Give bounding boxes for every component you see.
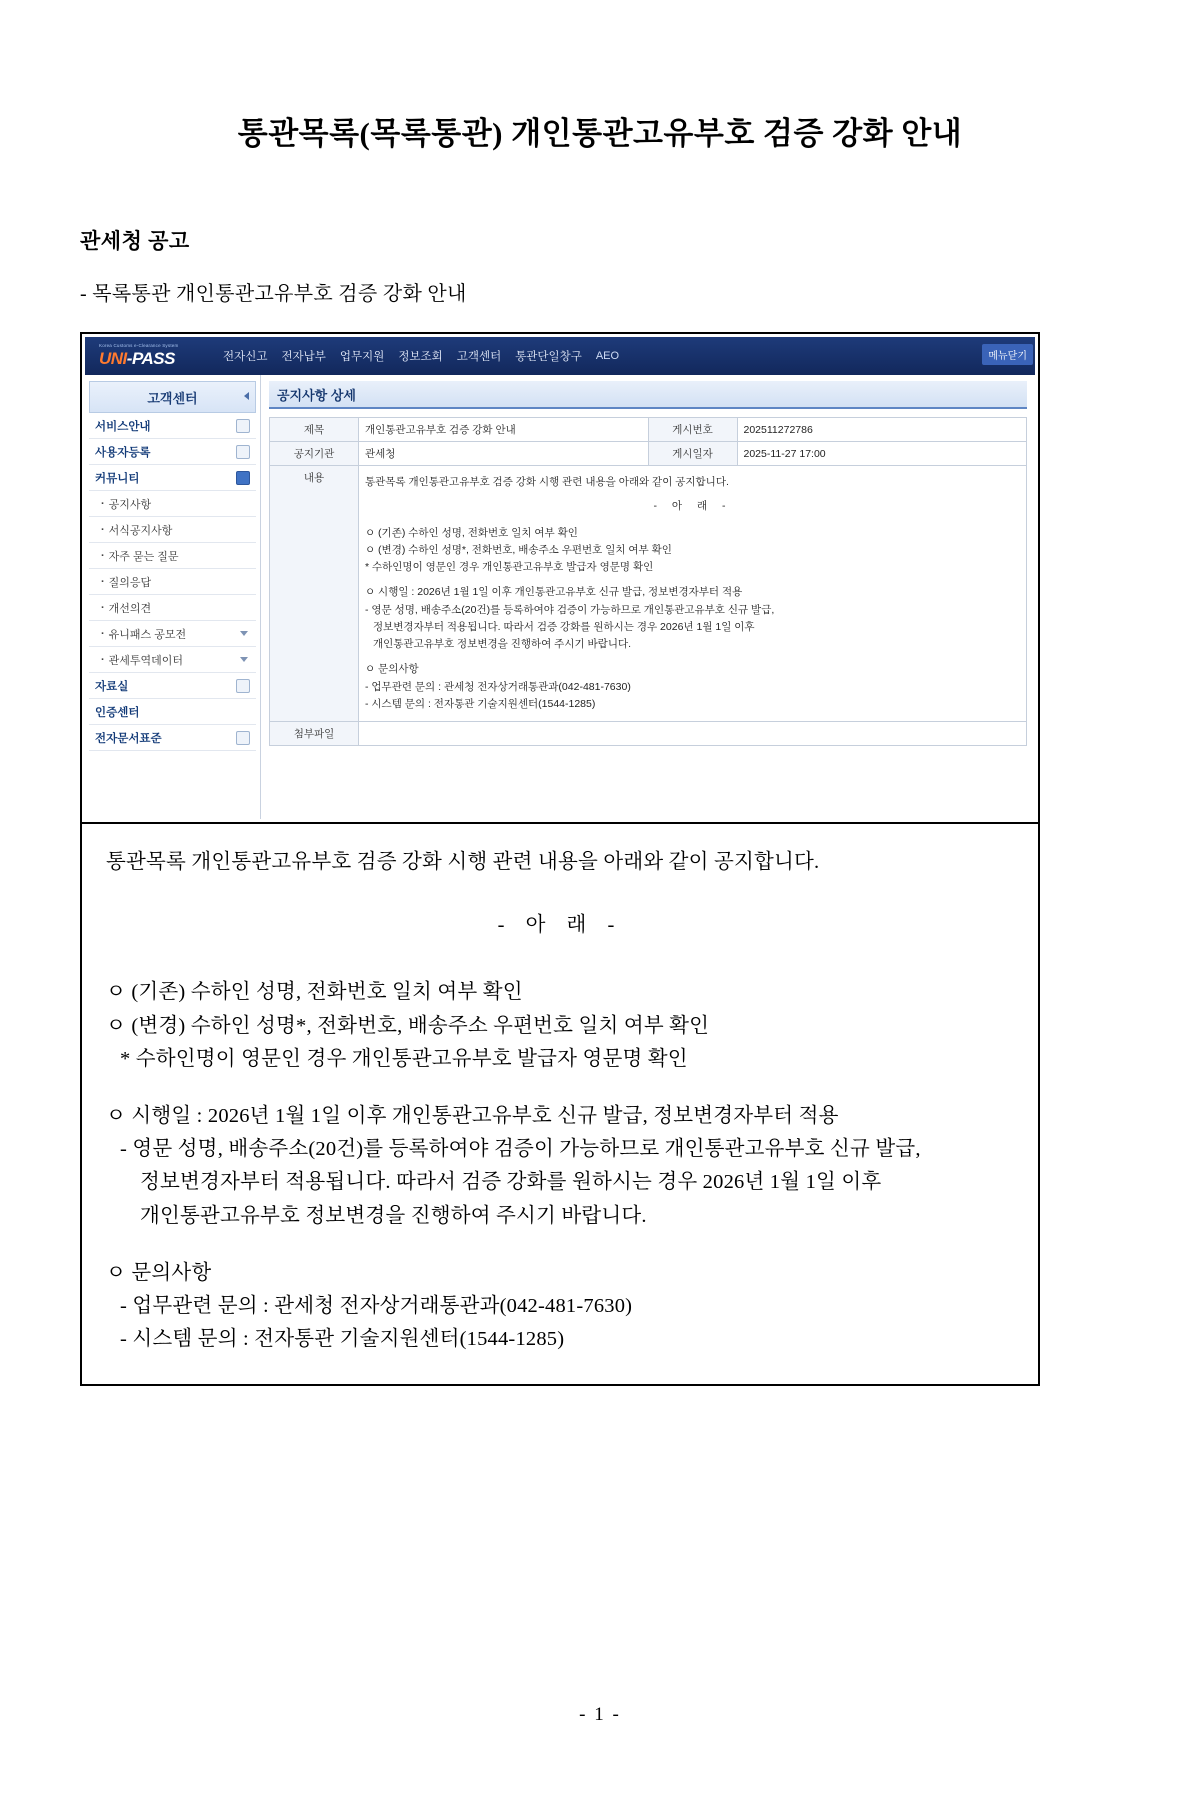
spacer [365,576,1020,584]
label-attachment: 첨부파일 [270,722,359,746]
table-row [270,722,1027,746]
sidebar-item-qna[interactable] [89,569,256,595]
table-row [270,442,1027,466]
nav-item-6[interactable]: AEO [595,350,620,362]
unipass-logo[interactable] [93,344,217,369]
expand-box-icon[interactable] [236,731,250,745]
label-body: 내용 [270,466,359,722]
notice-line-4: ㅇ 시행일 : 2026년 1월 1일 이후 개인통관고유부호 신규 발급, 정보변경자부터 적용 [106,1105,839,1128]
sidebar-item-archive[interactable] [89,673,256,699]
nav-item-1[interactable]: 전자납부 [281,351,326,363]
expand-box-icon[interactable] [236,445,250,459]
nav-item-2[interactable]: 업무지원 [339,351,385,363]
notice-line-10: - 시스템 문의 : 전자통관 기술지원센터(1544-1285) [120,1328,565,1351]
page-number: - 1 - [579,1704,621,1725]
sidebar-item-label: 전자문서표준 [95,732,162,745]
notice-line-9: - 업무관련 문의 : 관세청 전자상거래통관과(042-481-7630) [120,1295,633,1318]
sidebar-item-label: 사용자등록 [95,446,151,459]
body-line-4: * 수하인명이 영문인 경우 개인통관고유부호 발급자 영문명 확인 [365,561,654,574]
sidebar-item-faq[interactable] [89,543,256,569]
document-page [0,108,1200,1804]
sidebar-item-edoc-standard[interactable] [89,725,256,751]
unipass-top-bar [85,337,1035,375]
expand-box-icon[interactable] [236,679,250,693]
collapse-arrow-icon[interactable] [244,392,249,400]
value-post-date: 2025-11-27 17:00 [737,442,1027,466]
section-subheading: - 목록통관 개인통관고유부호 검증 강화 안내 [80,283,467,305]
body-line-5: ㅇ 시행일 : 2026년 1월 1일 이후 개인통관고유부호 신규 발급, 정보변경자부터 적용 [365,586,743,599]
collapse-box-icon[interactable] [236,471,250,485]
nav-item-3[interactable]: 정보조회 [398,351,443,363]
section-heading: 관세청 공고 [80,229,190,253]
body-line-11: - 시스템 문의 : 전자통관 기술지원센터(1544-1285) [365,697,596,710]
body-line-2: ㅇ (기존) 수하인 성명, 전화번호 일치 여부 확인 [365,526,578,539]
notice-line-5: - 영문 성명, 배송주소(20건)를 등록하여야 검증이 가능하므로 개인통관고유부호 신규 발급, [120,1138,921,1161]
sidebar [85,375,261,819]
logo-subtitle: Korea Customs e-Clearance System [99,342,179,348]
logo-pass: PASS [131,349,175,369]
sidebar-item-label: · 관세투역데이터 [108,654,184,667]
sidebar-item-service-guide[interactable] [89,413,256,439]
sidebar-item-suggestions[interactable] [89,595,256,621]
sidebar-title [89,381,256,413]
sidebar-item-contest[interactable] [89,621,256,647]
notice-below-marker: - 아 래 - [497,914,623,937]
label-subject: 제목 [270,418,359,442]
notice-line-3: * 수하인명이 영문인 경우 개인통관고유부호 발급자 영문명 확인 [120,1047,688,1070]
value-subject: 개인통관고유부호 검증 강화 안내 [359,418,649,442]
sidebar-item-label: 자료실 [95,680,129,693]
notice-detail-table [269,417,1027,746]
chevron-down-icon[interactable] [240,657,248,662]
embedded-screenshot [80,332,1040,824]
value-attachment [359,722,1027,746]
top-navigation [223,348,619,364]
body-line-3: ㅇ (변경) 수하인 성명*, 전화번호, 배송주소 우편번호 일치 여부 확인 [365,543,672,556]
body-line-0: 통관목록 개인통관고유부호 검증 강화 시행 관련 내용을 아래와 같이 공지합니다. [365,476,729,488]
logo-uni: UNI [99,349,127,369]
sidebar-item-label: · 개선의견 [108,602,152,615]
chevron-down-icon[interactable] [240,631,248,636]
notice-line-6: 정보변경자부터 적용됩니다. 따라서 검증 강화를 원하시는 경우 2026년 1월 1일 이후 [140,1171,882,1194]
body-line-1: - 아 래 - [653,500,732,513]
sidebar-item-label: · 자주 묻는 질문 [108,550,179,563]
content-panel [261,375,1035,819]
sidebar-item-label: 커뮤니티 [95,472,140,485]
sidebar-item-cert-center[interactable] [89,699,256,725]
sidebar-item-user-register[interactable] [89,439,256,465]
notice-line-2: ㅇ (변경) 수하인 성명*, 전화번호, 배송주소 우편번호 일치 여부 확인 [106,1014,710,1037]
expand-box-icon[interactable] [236,419,250,433]
sidebar-item-label: 인증센터 [95,706,140,719]
notice-line-7: 개인통관고유부호 정보변경을 진행하여 주시기 바랍니다. [140,1204,647,1227]
sidebar-item-label: · 유니패스 공모전 [108,628,187,641]
value-body [359,466,1027,722]
content-heading: 공지사항 상세 [269,381,1027,409]
sidebar-item-trade-data[interactable] [89,647,256,673]
menu-toggle-button[interactable]: 메뉴닫기 [982,344,1033,365]
label-post-no: 게시번호 [648,418,737,442]
value-post-no: 202511272786 [737,418,1027,442]
notice-text-box [80,824,1040,1386]
nav-item-5[interactable]: 통관단일창구 [515,351,582,363]
label-org: 공지기관 [270,442,359,466]
sidebar-title-label: 고객센터 [147,390,198,406]
body-line-7: 정보변경자부터 적용됩니다. 따라서 검증 강화를 원하시는 경우 2026년 1월 1일 이후 [373,620,755,633]
sidebar-item-community[interactable] [89,465,256,491]
body-line-9: ㅇ 문의사항 [365,663,419,676]
sidebar-item-label: · 질의응답 [108,576,152,589]
sidebar-item-form-notice[interactable] [89,517,256,543]
notice-line-8: ㅇ 문의사항 [106,1261,212,1284]
nav-item-4[interactable]: 고객센터 [456,351,502,363]
notice-intro: 통관목록 개인통관고유부호 검증 강화 시행 관련 내용을 아래와 같이 공지합니다. [106,851,820,873]
body-line-8: 개인통관고유부호 정보변경을 진행하여 주시기 바랍니다. [373,638,632,651]
spacer [106,1233,1014,1257]
logo-text: UNI-PASS [99,349,175,369]
sidebar-item-notice[interactable] [89,491,256,517]
page-title: 통관목록(목록통관) 개인통관고유부호 검증 강화 안내 [237,116,963,151]
sidebar-item-label: · 서식공지사항 [108,524,173,537]
body-line-10: - 업무관련 문의 : 관세청 전자상거래통관과(042-481-7630) [365,680,631,693]
nav-item-0[interactable]: 전자신고 [223,351,268,363]
spacer [365,653,1020,661]
sidebar-item-label: 서비스안내 [95,420,151,433]
table-row [270,466,1027,722]
table-row [270,418,1027,442]
notice-line-1: ㅇ (기존) 수하인 성명, 전화번호 일치 여부 확인 [106,981,523,1004]
body-line-6: - 영문 성명, 배송주소(20건)를 등록하여야 검증이 가능하므로 개인통관고유부호 신규 발급, [365,603,775,616]
sidebar-item-label: · 공지사항 [108,498,152,511]
label-post-date: 게시일자 [648,442,737,466]
spacer [106,1076,1014,1100]
value-org: 관세청 [359,442,649,466]
